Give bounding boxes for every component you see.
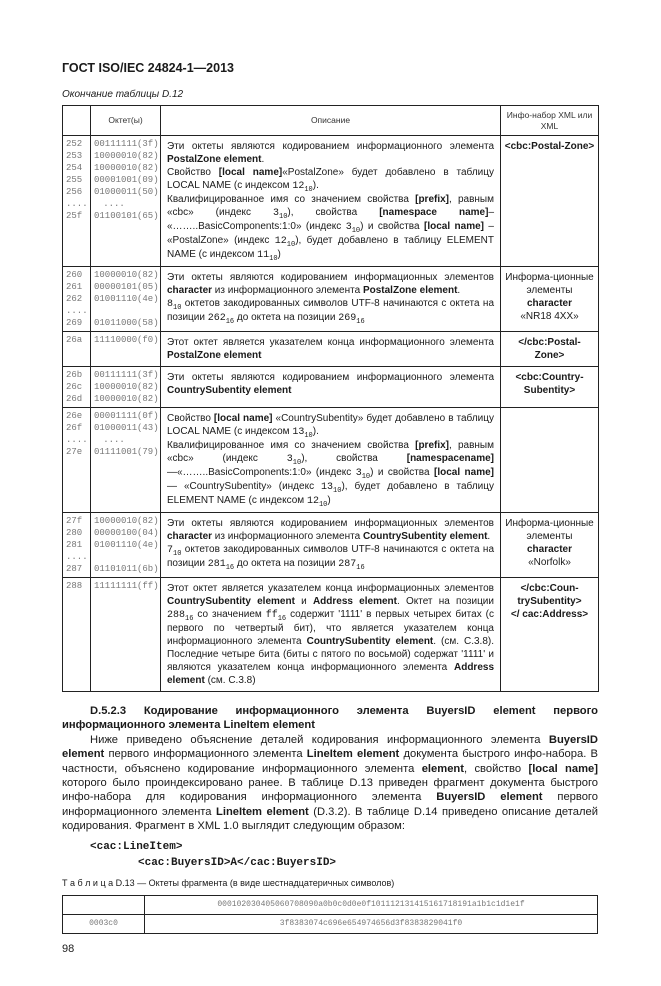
text-run: 7: [167, 545, 174, 556]
text-run: (D.3.2). В таблице D.14 приведено описание деталей кодирования. Фрагмент в XML 1.0 выглядит следующим образом:: [62, 805, 598, 833]
octet-binary: 00111111: [94, 139, 138, 149]
octet-value: [94, 269, 157, 281]
description-paragraph: [167, 193, 494, 262]
text-run: BuyersID element: [436, 791, 543, 804]
octet-position: 27f: [66, 516, 83, 526]
text-run: character: [526, 298, 573, 309]
text-run: Address element: [312, 596, 397, 607]
text-run: CountrySubentity element: [362, 531, 488, 542]
description-cell: [161, 332, 501, 367]
table-caption: Окончание таблицы D.12: [62, 89, 184, 100]
description-cell: [161, 578, 501, 692]
text-run: 10: [173, 550, 182, 558]
octet-hex: (65): [137, 211, 159, 221]
octet-position: 261: [66, 282, 83, 292]
octet-hex: (82): [137, 516, 159, 526]
text-run: Свойство: [167, 167, 219, 178]
octet-position: 269: [66, 318, 83, 328]
text-run: Эти октеты являются кодированием информационных элементов: [167, 518, 494, 529]
octet-hex: (82): [137, 163, 159, 173]
text-run: Эти октеты являются кодированием информационного элемента: [167, 141, 494, 152]
text-run: Address element: [167, 662, 494, 686]
infoset-line: [504, 556, 595, 569]
description-cell: [161, 136, 501, 267]
text-run: ): [277, 249, 281, 260]
text-run: PostalZone element: [167, 350, 262, 361]
text-run: и: [294, 596, 313, 607]
octet-bits: [91, 332, 161, 367]
text-run: документа быстрого инфо-набора. В частности, объяснено кодирование информационного элемента: [62, 748, 598, 775]
text-run: 12: [292, 181, 305, 192]
table-row: [63, 332, 599, 367]
document-header: ГОСТ ISO/IEC 24824-1—2013: [62, 61, 234, 75]
octet-value: [94, 393, 157, 405]
text-run: [local name]: [218, 167, 283, 178]
octet-hex: (6b): [137, 564, 159, 574]
table-row: [63, 367, 599, 408]
octet-position: ....: [66, 306, 88, 316]
text-run: 8: [167, 299, 174, 310]
text-run: [local name]: [434, 467, 494, 478]
octet-bits: [91, 136, 161, 267]
description-paragraph: [167, 412, 494, 439]
text-run: [prefix]: [415, 194, 450, 205]
text-run: , равным «cbc» (индекс: [167, 194, 494, 218]
octet-hex: (82): [137, 382, 159, 392]
octet-value: [94, 580, 157, 592]
text-run: ) и свойства: [360, 221, 424, 232]
octet-position: 280: [66, 528, 83, 538]
hex-row-label: 0003c0: [63, 914, 145, 933]
text-run: 10: [279, 213, 288, 221]
octet-binary: 11110000: [94, 335, 138, 345]
text-run: 16: [356, 318, 365, 326]
text-run: Этот октет является указателем конца информационных элементов: [167, 583, 494, 594]
octet-binary: 00000101: [94, 282, 138, 292]
text-run: 16: [185, 615, 194, 623]
description-cell: [161, 408, 501, 513]
text-run: 262: [207, 313, 226, 324]
octet-hex: (79): [137, 447, 159, 457]
section-paragraph: [62, 733, 598, 834]
description-paragraph: [167, 271, 494, 297]
octet-binary: 01001110: [94, 294, 138, 304]
column-header-description: Описание: [161, 106, 501, 136]
octet-binary: 01101011: [94, 564, 138, 574]
text-run: 10: [173, 304, 182, 312]
infoset-line: [504, 140, 595, 153]
text-run: <cbc:Postal-Zone>: [504, 141, 595, 152]
octet-position: 26f: [66, 423, 83, 433]
text-run: 269: [338, 313, 357, 324]
octet-position: 25f: [66, 211, 83, 221]
text-run: 288: [167, 610, 186, 621]
text-run: [local name]: [213, 413, 273, 424]
column-header-octets: Октет(ы): [91, 106, 161, 136]
octet-value: [94, 434, 157, 446]
octet-binary: 00001111: [94, 411, 138, 421]
table-row: [63, 408, 599, 513]
text-run: 10: [269, 255, 278, 263]
text-run: 10: [304, 186, 313, 194]
text-run: до октета на позиции: [234, 312, 339, 323]
text-run: (см. С.3.8): [204, 675, 256, 686]
text-run: ): [327, 495, 331, 506]
text-run: из информационного элемента: [212, 531, 363, 542]
octet-value: [94, 381, 157, 393]
table13-caption: Т а б л и ц а D.13 — Октеты фрагмента (в виде шестнадцатеричных символов): [62, 877, 395, 888]
octet-position: 253: [66, 151, 83, 161]
octet-position: 26e: [66, 411, 83, 421]
text-run: 16: [277, 615, 287, 623]
text-run: ), будет добавлено в таблицу ELEMENT NAME (с индексом: [167, 235, 495, 260]
text-run: – «PostalZone» (индекс: [167, 221, 494, 246]
text-run: 281: [207, 559, 226, 570]
octet-binary: 01001110: [94, 540, 138, 550]
infoset-cell: [501, 578, 599, 692]
text-run: ) и свойства: [370, 467, 434, 478]
octet-value: [94, 162, 157, 174]
table-row: [63, 513, 599, 578]
text-run: </cbc:Postal-Zone>: [518, 337, 581, 361]
text-run: PostalZone element: [362, 285, 458, 296]
infoset-cell: [501, 367, 599, 408]
infoset-cell: [501, 408, 599, 513]
text-run: CountrySubentity element: [167, 385, 292, 396]
text-run: 10: [333, 487, 342, 495]
octet-binary: 01100101: [94, 211, 138, 221]
text-run: 16: [356, 564, 365, 572]
text-run: . (см. С.3.8). Последние четыре бита (биты с пятого по восьмой) содержат '1111' и являются указателем конца информационного элемента: [167, 636, 494, 673]
octet-position: ....: [66, 552, 88, 562]
text-run: из информационного элемента: [212, 285, 363, 296]
infoset-line: [504, 582, 595, 608]
text-run: Информа-ционные элементы: [505, 272, 594, 296]
text-run: — «CountrySubentity» (индекс: [167, 481, 322, 492]
octet-position: 260: [66, 270, 83, 280]
octet-hex: (f0): [137, 335, 159, 345]
text-run: содержит '1111' в первых четырех битах (с первого по четвертый бит), что является указателем конца информационного элемента: [167, 609, 494, 647]
octet-hex: (82): [137, 151, 159, 161]
text-run: «Norfolk»: [528, 557, 571, 568]
octet-hex: (82): [137, 270, 159, 280]
hex-table: [62, 895, 598, 934]
octet-bits: [91, 513, 161, 578]
text-run: , равным «cbc» (индекс: [167, 440, 494, 464]
octet-value: [94, 138, 157, 150]
infoset-line: [504, 517, 595, 543]
octet-hex: (82): [137, 394, 159, 404]
text-run: PostalZone element: [167, 154, 262, 165]
octet-hex: (43): [137, 423, 159, 433]
table-row: [63, 267, 599, 332]
octet-hex: (09): [137, 175, 159, 185]
text-run: CountrySubentity element: [167, 596, 295, 607]
text-run: со значением: [193, 609, 266, 620]
text-run: Квалифицированное имя со значением свойства: [167, 194, 416, 205]
text-run: октетов закодированных символов UTF-8 начинаются с октета на позиции: [167, 298, 494, 323]
code-line: <cac:LineItem>: [90, 840, 183, 853]
infoset-line: [504, 271, 595, 297]
page-number: 98: [62, 942, 75, 955]
text-run: 3: [355, 468, 362, 479]
description-paragraph: [167, 371, 494, 397]
octet-value: [94, 186, 157, 198]
octet-positions: [63, 578, 91, 692]
octet-value: [94, 210, 157, 222]
octet-binary: 00001001: [94, 175, 138, 185]
octet-position: ....: [66, 199, 88, 209]
text-run: 3: [286, 454, 293, 465]
octet-hex: (04): [137, 528, 159, 538]
octet-value: [94, 293, 157, 305]
infoset-line: [504, 543, 595, 556]
octet-binary: 10000010: [94, 382, 138, 392]
text-run: октетов закодированных символов UTF-8 начинаются с октета на позиции: [167, 544, 494, 569]
text-run: .: [261, 154, 265, 165]
description-cell: [161, 267, 501, 332]
description-cell: [161, 513, 501, 578]
octet-binary: 00111111: [94, 370, 138, 380]
infoset-line: [504, 297, 595, 310]
octet-position: 26d: [66, 394, 83, 404]
hex-corner: [63, 895, 145, 914]
description-paragraph: [167, 543, 494, 571]
text-run: 16: [225, 318, 235, 326]
text-run: [namespacename]: [406, 453, 494, 464]
text-run: character: [526, 544, 573, 555]
text-run: 10: [351, 227, 361, 235]
octet-value: [94, 539, 157, 551]
infoset-line: [504, 310, 595, 323]
octet-position: 254: [66, 163, 83, 173]
octet-value: [94, 281, 157, 293]
octet-value: [94, 334, 157, 346]
text-run: character: [167, 285, 213, 296]
octet-hex: (3f): [137, 370, 159, 380]
octet-binary: 01111001: [94, 447, 138, 457]
octet-binary: 00000100: [94, 528, 138, 538]
octet-hex: (0f): [137, 411, 159, 421]
octet-binary: 11111111: [94, 581, 138, 591]
text-run: —«……..BasicComponents:1:0» (индекс: [167, 467, 356, 478]
text-run: ).: [312, 426, 319, 437]
column-header-infoset: Инфо-набор XML или XML: [501, 106, 599, 136]
text-run: 287: [338, 559, 357, 570]
octet-binary: 10000010: [94, 151, 138, 161]
infoset-line: [504, 608, 595, 621]
hex-header: 000102030405060708090a0b0c0d0e0f101112131415161718191a1b1c1d1e1f: [145, 895, 598, 914]
text-run: 16: [225, 564, 235, 572]
octet-position: 255: [66, 175, 83, 185]
octet-position: 26b: [66, 370, 83, 380]
octet-binary: ....: [103, 435, 125, 445]
octet-bits: [91, 408, 161, 513]
octets-table: [62, 105, 599, 692]
text-run: .: [487, 531, 491, 542]
octet-value: [94, 317, 157, 329]
octet-position: 252: [66, 139, 83, 149]
octet-hex: (4e): [137, 294, 159, 304]
octet-value: [94, 150, 157, 162]
document-page: [62, 0, 598, 986]
octet-bits: [91, 367, 161, 408]
octet-bits: [91, 267, 161, 332]
octet-position: 288: [66, 581, 83, 591]
octet-value: [94, 515, 157, 527]
text-run: .: [457, 285, 461, 296]
octet-position: 281: [66, 540, 83, 550]
octet-binary: 01000011: [94, 187, 138, 197]
octet-value: [94, 198, 157, 210]
description-paragraph: [167, 582, 494, 687]
description-paragraph: [167, 166, 494, 193]
octet-hex: (50): [137, 187, 159, 197]
octet-position: 256: [66, 187, 83, 197]
octet-positions: [63, 408, 91, 513]
octet-hex: (4e): [137, 540, 159, 550]
text-run: – «……..BasicComponents:1:0» (индекс: [167, 207, 494, 232]
description-paragraph: [167, 439, 494, 508]
text-run: «CountrySubentity» будет добавлено в таблицу LOCAL NAME (с индексом: [167, 413, 494, 437]
text-run: [prefix]: [415, 440, 450, 451]
octet-position: 262: [66, 294, 83, 304]
text-run: Информа-ционные элементы: [505, 518, 594, 542]
octet-position: ....: [66, 435, 88, 445]
text-run: ), свойства: [287, 207, 380, 218]
text-run: 10: [361, 473, 371, 481]
octet-binary: 10000010: [94, 394, 138, 404]
octet-value: [94, 527, 157, 539]
text-run: Свойство: [167, 413, 214, 424]
octet-positions: [63, 513, 91, 578]
text-run: Эти октеты являются кодированием информационного элемента: [167, 372, 494, 383]
text-run: ), будет добавлено в таблицу ELEMENT NAME (с индексом: [167, 481, 494, 506]
octet-binary: ....: [103, 199, 125, 209]
octet-binary: 10000010: [94, 270, 138, 280]
octet-binary: 01011000: [94, 318, 138, 328]
text-run: 10: [304, 432, 313, 440]
octet-value: [94, 410, 157, 422]
text-run: CountrySubentity element: [306, 636, 434, 647]
column-header-position: [63, 106, 91, 136]
description-paragraph: [167, 297, 494, 325]
octet-value: [94, 446, 157, 458]
text-run: ff: [265, 610, 278, 621]
octet-positions: [63, 367, 91, 408]
text-run: Квалифицированное имя со значением свойства: [167, 440, 416, 451]
octet-value: [94, 174, 157, 186]
octet-positions: [63, 267, 91, 332]
description-cell: [161, 367, 501, 408]
infoset-line: [504, 371, 595, 397]
text-run: 10: [318, 501, 328, 509]
text-run: </ cac:Address>: [510, 609, 589, 620]
description-paragraph: [167, 517, 494, 543]
infoset-line: [504, 336, 595, 362]
octet-value: [94, 551, 157, 563]
infoset-cell: [501, 513, 599, 578]
octet-hex: (58): [137, 318, 159, 328]
text-run: [local name]: [528, 762, 599, 775]
text-run: . Октет на позиции: [396, 596, 494, 607]
description-paragraph: [167, 140, 494, 166]
octet-position: 26a: [66, 335, 83, 345]
octet-value: [94, 369, 157, 381]
text-run: первого информационного элемента: [104, 748, 307, 761]
octet-value: [94, 305, 157, 317]
text-run: </cbc:Coun-trySubentity>: [517, 583, 582, 607]
octet-binary: 10000010: [94, 516, 138, 526]
octet-hex: (ff): [137, 581, 159, 591]
text-run: [namespace name]: [379, 207, 489, 218]
text-run: которого было проиндексировано ранее. В таблице D.13 приведен фрагмент документа быстрого инфо-набора для кодирования информационного элемента: [62, 777, 598, 804]
infoset-cell: [501, 332, 599, 367]
octet-value: [94, 563, 157, 575]
text-run: Эти октеты являются кодированием информационных элементов: [167, 272, 494, 283]
text-run: 10: [292, 459, 302, 467]
text-run: [local name]: [424, 221, 484, 232]
table-row: [63, 136, 599, 267]
infoset-cell: [501, 267, 599, 332]
text-run: ), свойства: [301, 453, 407, 464]
octet-position: 26c: [66, 382, 83, 392]
text-run: 13: [292, 427, 305, 438]
text-run: Ниже приведено объяснение деталей кодирования информационного элемента: [90, 733, 549, 746]
text-run: «NR18 4XX»: [520, 311, 579, 322]
text-run: 3: [272, 208, 279, 219]
text-run: LineItem element: [216, 805, 309, 818]
text-run: 12: [306, 496, 319, 507]
octet-position: 27e: [66, 447, 83, 457]
text-run: первого информационного элемента: [62, 791, 598, 818]
infoset-cell: [501, 136, 599, 267]
text-run: 13: [321, 482, 334, 493]
octet-positions: [63, 136, 91, 267]
text-run: до октета на позиции: [234, 558, 339, 569]
octet-hex: (3f): [137, 139, 159, 149]
text-run: 3: [345, 222, 352, 233]
text-run: Этот октет является указателем конца информационного элемента: [167, 337, 494, 348]
text-run: ).: [312, 180, 319, 191]
octet-binary: 10000010: [94, 163, 138, 173]
octet-binary: 01000011: [94, 423, 138, 433]
text-run: 11: [257, 250, 270, 261]
hex-row-value: 3f8383074c696e654974656d3f8383829041f0: [145, 914, 598, 933]
text-run: «PostalZone» будет добавлено в таблицу LOCAL NAME (с индексом: [167, 167, 494, 191]
octet-positions: [63, 332, 91, 367]
text-run: LineItem element: [306, 748, 400, 761]
code-line: <cac:BuyersID>A</cac:BuyersID>: [138, 856, 337, 869]
text-run: character: [167, 531, 213, 542]
section-d523: [62, 704, 598, 871]
octet-bits: [91, 578, 161, 692]
octet-value: [94, 422, 157, 434]
text-run: element: [421, 762, 464, 775]
table-row: [63, 578, 599, 692]
text-run: , свойство: [463, 762, 529, 775]
text-run: 12: [274, 236, 287, 247]
octet-position: 287: [66, 564, 83, 574]
section-heading: D.5.2.3 Кодирование информационного элемента BuyersID element первого информационного элемента LineItem element: [62, 705, 598, 732]
text-run: <cbc:Country-Subentity>: [515, 372, 584, 396]
text-run: BuyersID element: [62, 733, 598, 761]
description-paragraph: [167, 336, 494, 362]
octet-hex: (05): [137, 282, 159, 292]
text-run: 10: [286, 241, 296, 249]
